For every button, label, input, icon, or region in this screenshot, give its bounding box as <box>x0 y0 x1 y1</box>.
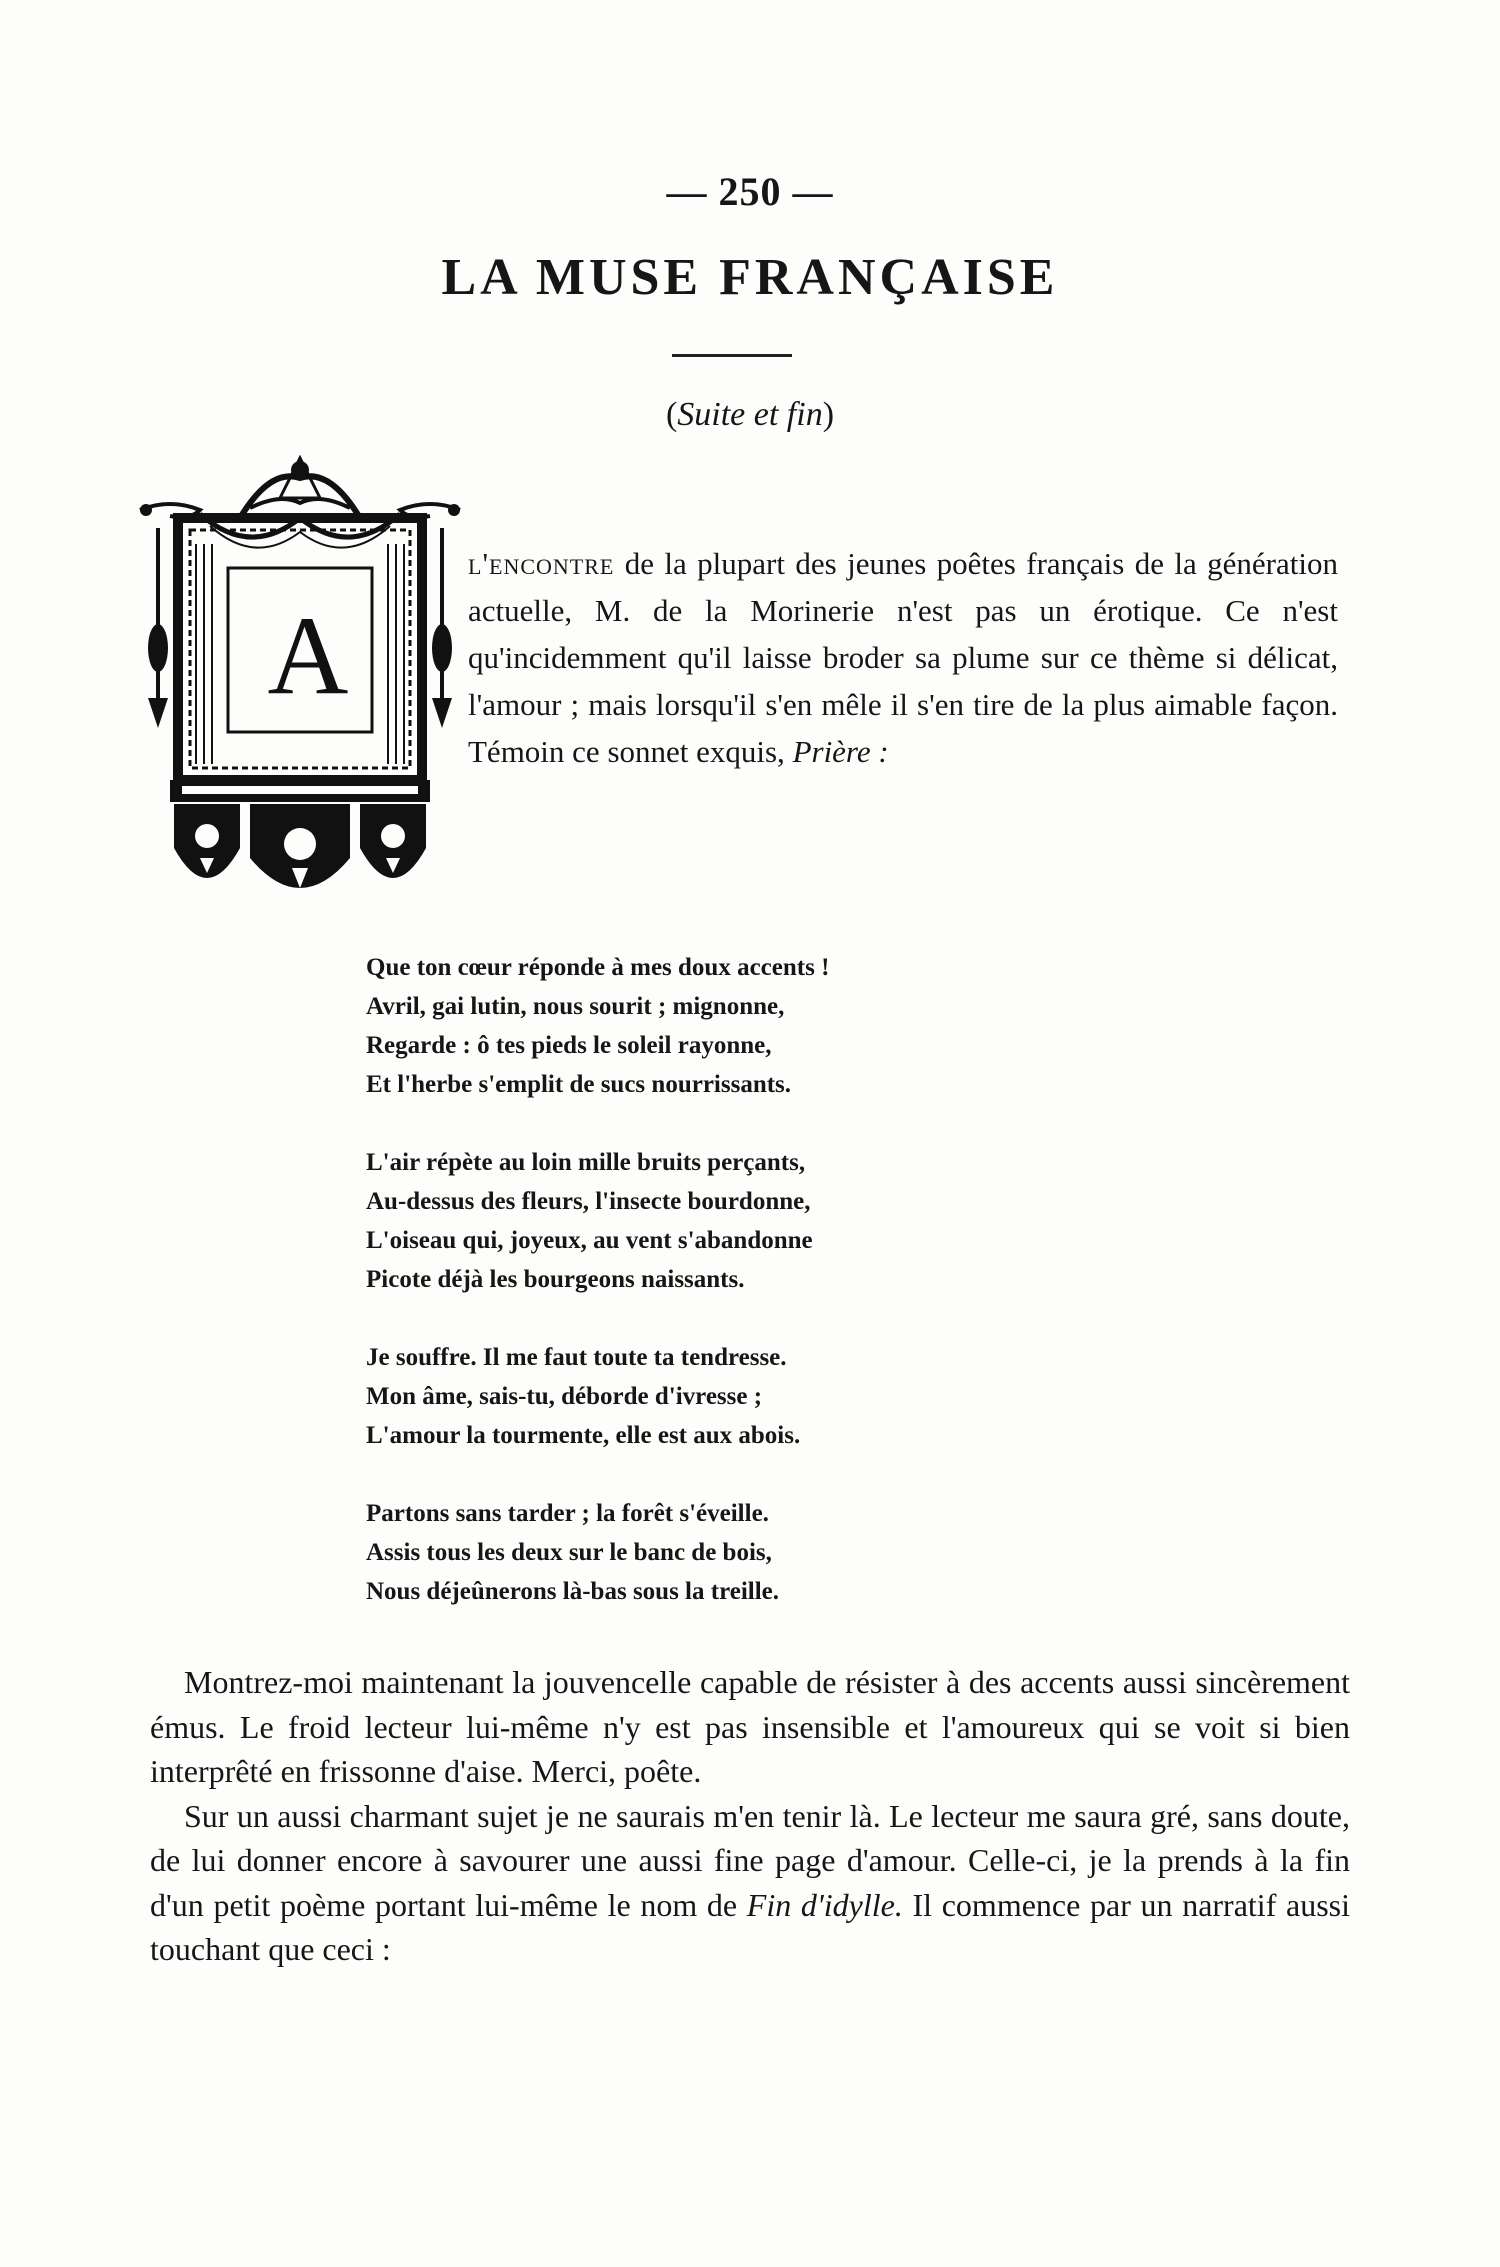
poem-line: Mon âme, sais-tu, déborde d'ivresse ; <box>366 1383 763 1410</box>
subtitle-open: ( <box>665 396 678 433</box>
poem-line: Partons sans tarder ; la forêt s'éveille. <box>366 1500 769 1527</box>
stanza <box>366 1338 1126 1455</box>
intro-text: de la plupart des jeunes poêtes français de la génération actuelle, M. de la Morinerie n'est pas un érotique. Ce n'est qu'incidemment qu'il laisse broder sa plume sur ce thème si délicat, l'amour ; mais lorsqu'il s'en mêle il s'en tire de la plus aimable façon. Témoin ce sonnet exquis, <box>468 546 1338 769</box>
poem-title-reference: Prière : <box>792 734 889 769</box>
poem-line: L'amour la tourmente, elle est aux abois. <box>366 1422 801 1449</box>
page-number: — 250 — <box>666 169 834 214</box>
poem-line: Nous déjeûnerons là-bas sous la treille. <box>366 1578 780 1605</box>
poem-line: Assis tous les deux sur le banc de bois, <box>366 1539 772 1566</box>
intro-paragraph <box>468 540 1338 775</box>
stanza <box>366 1143 1126 1299</box>
chapter-title: LA MUSE FRANÇAISE <box>441 249 1059 306</box>
poem-line: Avril, gai lutin, nous sourit ; mignonne, <box>366 993 785 1020</box>
poem-line: L'oiseau qui, joyeux, au vent s'abandonne <box>366 1227 813 1254</box>
drop-cap-letter: A <box>267 594 349 718</box>
poem-line: L'air répète au loin mille bruits perçants, <box>366 1149 806 1176</box>
poem-line: Au-dessus des fleurs, l'insecte bourdonne, <box>366 1188 811 1215</box>
subtitle-close: ) <box>822 396 835 433</box>
body-paragraph: Montrez-moi maintenant la jouvencelle capable de résister à des accents aussi sincèrement émus. Le froid lecteur lui-même n'y est pas insensible et l'amoureux qui se voit si bien interprêté en frissonne d'aise. Merci, poête. <box>150 1664 1350 1789</box>
subtitle <box>0 396 1500 434</box>
poem-line: Picote déjà les bourgeons naissants. <box>366 1266 745 1293</box>
subtitle-text: Suite et fin <box>677 396 823 433</box>
body-text-start: Sur un aussi charmant sujet je ne saurais m'en tenir là. Le lecteur me saura gré, sans doute, de lui donner encore à savourer une aussi fine page d'amour. Celle-ci, je la prends à la fin d'un petit poème portant lui-même le nom de <box>150 1797 1350 1923</box>
poem-line: Que ton cœur réponde à mes doux accents ! <box>366 954 830 981</box>
stanza <box>366 1494 1126 1611</box>
poem-line: Je souffre. Il me faut toute ta tendresse. <box>366 1344 787 1371</box>
intro-small-caps: l'encontre <box>468 546 615 581</box>
stanza <box>366 948 1126 1104</box>
sonnet <box>366 948 1126 1650</box>
body-text <box>150 1660 1350 1972</box>
body-paragraph <box>150 1794 1350 1972</box>
poem-name-reference: Fin d'idylle. <box>746 1886 903 1923</box>
poem-line: Et l'herbe s'emplit de sucs nourrissants. <box>366 1071 792 1098</box>
body-text-end: Il commence par un narratif aussi touchant que ceci : <box>150 1886 1351 1967</box>
title-divider <box>672 354 792 357</box>
poem-line: Regarde : ô tes pieds le soleil rayonne, <box>366 1032 772 1059</box>
